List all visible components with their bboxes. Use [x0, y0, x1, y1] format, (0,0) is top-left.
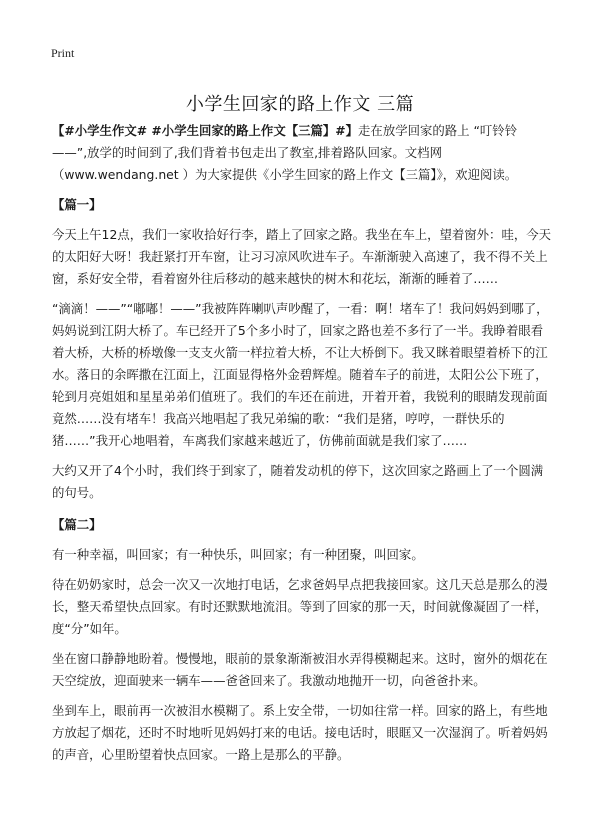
section-heading-2: 【篇二】 — [52, 517, 102, 532]
section-2-paragraph-1: 有一种幸福，叫回家；有一种快乐，叫回家；有一种团聚，叫回家。 — [52, 547, 424, 562]
intro-text: 走在放学回家的路上 “叮铃铃——”,放学的时间到了,我们背着书包走出了教室,排着路队回家。文档网（www.wendang.net ）为大家提供《小学生回家的路上作文【三篇】》，欢迎阅读。 — [52, 123, 518, 182]
section-heading-1: 【篇一】 — [52, 197, 102, 212]
intro-paragraph — [52, 120, 552, 186]
section-2-paragraph-3: 坐在窗口静静地盼着。慢慢地，眼前的景象渐渐被泪水弄得模糊起来。这时，窗外的烟花在天空绽放，迎面驶来一辆车——爸爸回来了。我激动地抛开一切，向爸爸扑来。 — [52, 651, 548, 688]
print-label: Print — [51, 46, 75, 60]
section-1-paragraph-2: “滴滴！——”“嘟嘟！——”我被阵阵喇叭声吵醒了，一看：啊！堵车了！我问妈妈到哪了，妈妈说到江阴大桥了。车已经开了5个多小时了，回家之路也差不多行了一半。我睁着眼看着大桥，大桥的桥墩像一支支火箭一样拉着大桥，不让大桥倒下。我又眯着眼望着桥下的江水。落日的余晖撒在江面上，江面显得格外金碧辉煌。随着车子的前进，太阳公公下班了，轮到月亮姐姐和星星弟弟们值班了。我们的车还在前进，开着开着，我锐利的眼睛发现前面竟然……没有堵车！我高兴地唱起了我兄弟编的歌：“我们是猪，哼哼，一群快乐的猪……”我开心地唱着，车离我们家越来越近了，仿佛前面就是我们家了…… — [52, 301, 549, 448]
section-1-paragraph-1: 今天上午12点，我们一家收拾好行李，踏上了回家之路。我坐在车上，望着窗外：哇，今天的太阳好大呀！我赶紧打开车窗，让习习凉风吹进车子。车渐渐驶入高速了，我不得不关上窗，系好安全带，看着窗外往后移动的越来越快的树木和花坛，渐渐的睡着了…… — [52, 227, 552, 286]
section-2-paragraph-2: 待在奶奶家时，总会一次又一次地打电话，乞求爸妈早点把我接回家。这几天总是那么的漫长，整天希望快点回家。有时还默默地流泪。等到了回家的那一天，时间就像凝固了一样，度“分”如年。 — [52, 577, 548, 636]
intro-tag: 【#小学生作文# #小学生回家的路上作文【三篇】#】 — [52, 123, 359, 138]
document-title: 小学生回家的路上作文 三篇 — [185, 94, 415, 116]
section-1-paragraph-3: 大约又开了4个小时，我们终于到家了，随着发动机的停下，这次回家之路画上了一个圆满的句号。 — [52, 463, 544, 500]
document-body — [52, 120, 552, 774]
section-2-paragraph-4: 坐到车上，眼前再一次被泪水模糊了。系上安全带，一切如往常一样。回家的路上，有些地方放起了烟花，还时不时地听见妈妈打来的电话。接电话时，眼眶又一次湿润了。听着妈妈的声音，心里盼望着快点回家。一路上是那么的平静。 — [52, 703, 548, 762]
